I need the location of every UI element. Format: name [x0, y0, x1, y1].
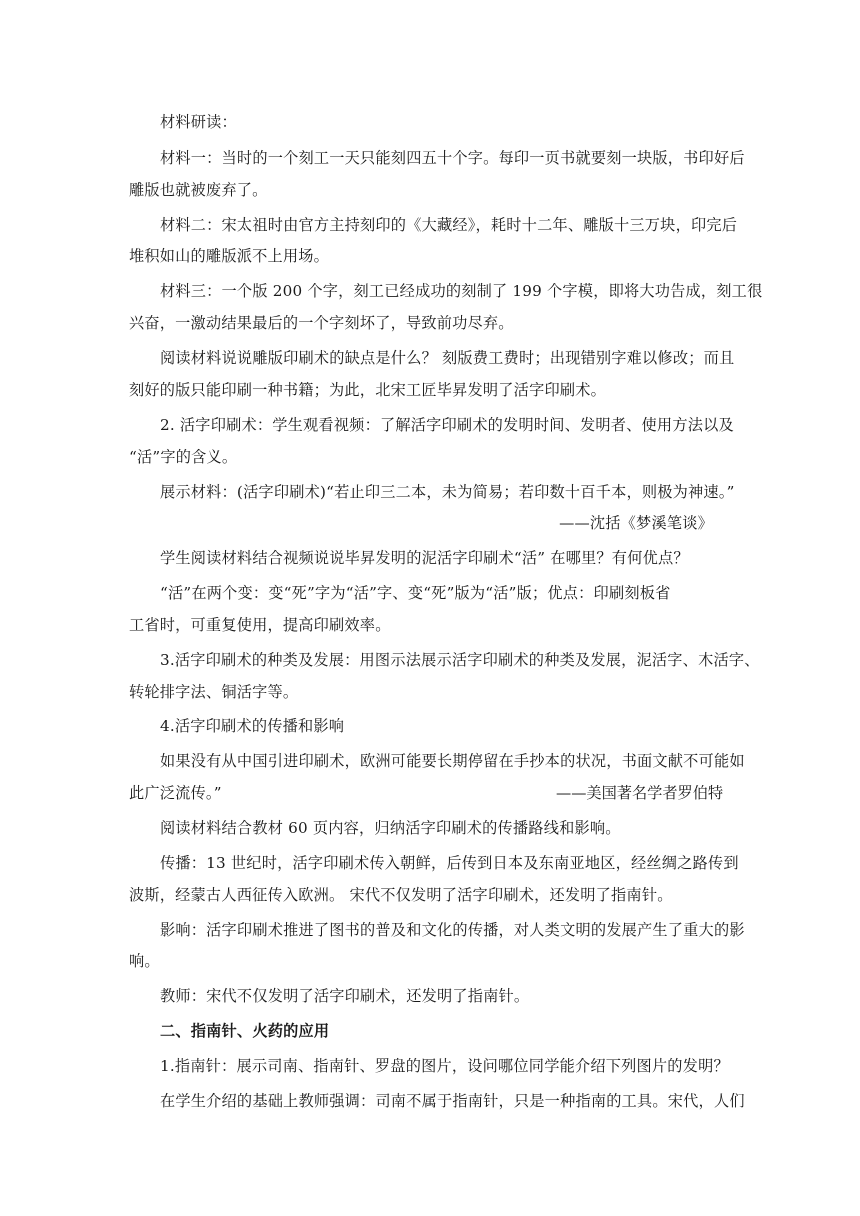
text-line: 材料二：宋太祖时由官方主持刻印的《大藏经》，耗时十二年、雕版十三万块，印完后 [160, 216, 738, 234]
text-line: 响。 [129, 952, 160, 970]
citation: ——沈括《梦溪笔谈》 [559, 514, 713, 532]
text-line: 教师：宋代不仅发明了活字印刷术，还发明了指南针。 [160, 987, 530, 1005]
text-line: 1.指南针：展示司南、指南针、罗盘的图片，设问哪位同学能介绍下列图片的发明？ [160, 1057, 729, 1075]
text-line: 雕版也就被废弃了。 [129, 181, 268, 199]
section-heading: 二、指南针、火药的应用 [160, 1022, 330, 1040]
text-line: 工省时，可重复使用，提高印刷效率。 [129, 616, 391, 634]
text-line: 2. 活字印刷术：学生观看视频：了解活字印刷术的发明时间、发明者、使用方法以及 [160, 416, 734, 434]
text-line: 3.活字印刷术的种类及发展：用图示法展示活字印刷术的种类及发展，泥活字、木活字、 [160, 651, 760, 669]
text-line: 学生阅读材料结合视频说说毕昇发明的泥活字印刷术“活” 在哪里？有何优点？ [160, 549, 689, 567]
text-line: 刻好的版只能印刷一种书籍；为此，北宋工匠毕昇发明了活字印刷术。 [129, 381, 607, 399]
text-line: 转轮排字法、铜活字等。 [129, 683, 299, 701]
text-line: 此广泛流传。” [129, 784, 222, 802]
text-line: 堆积如山的雕版派不上用场。 [129, 247, 330, 265]
text-line: 材料一：当时的一个刻工一天只能刻四五十个字。每印一页书就要刻一块版，书印好后 [160, 149, 745, 167]
text-line: 如果没有从中国引进印刷术，欧洲可能要长期停留在手抄本的状况，书面文献不可能如 [160, 752, 745, 770]
text-line: 在学生介绍的基础上教师强调：司南不属于指南针，只是一种指南的工具。宋代，人们 [160, 1092, 745, 1110]
text-line: 阅读材料结合教材 60 页内容，归纳活字印刷术的传播路线和影响。 [160, 819, 621, 837]
citation: ——美国著名学者罗伯特 [556, 784, 724, 802]
text-line: 波斯，经蒙古人西征传入欧洲。 宋代不仅发明了活字印刷术，还发明了指南针。 [129, 886, 673, 904]
text-line: 材料研读： [160, 113, 237, 131]
text-line: 兴奋，一激动结果最后的一个字刻坏了，导致前功尽弃。 [129, 314, 514, 332]
text-line: 阅读材料说说雕版印刷术的缺点是什么？ 刻版费工费时；出现错别字难以修改；而且 [160, 349, 735, 367]
text-line: 材料三：一个版 200 个字，刻工已经成功的刻制了 199 个字模，即将大功告成，刻工很 [160, 282, 763, 300]
text-line: 展示材料：(活字印刷术)“若止印三二本，未为简易；若印数十百千本，则极为神速。” [160, 483, 735, 501]
text-line: 传播：13 世纪时，活字印刷术传入朝鲜，后传到日本及东南亚地区，经丝绸之路传到 [160, 854, 739, 872]
text-line: 4.活字印刷术的传播和影响 [160, 717, 345, 735]
text-line: “活”字的含义。 [129, 448, 238, 466]
text-line: 影响：活字印刷术推进了图书的普及和文化的传播，对人类文明的发展产生了重大的影 [160, 921, 745, 939]
text-line: “活”在两个变：变“死”字为“活”字、变“死”版为“活”版；优点：印刷刻板省 [160, 584, 671, 602]
